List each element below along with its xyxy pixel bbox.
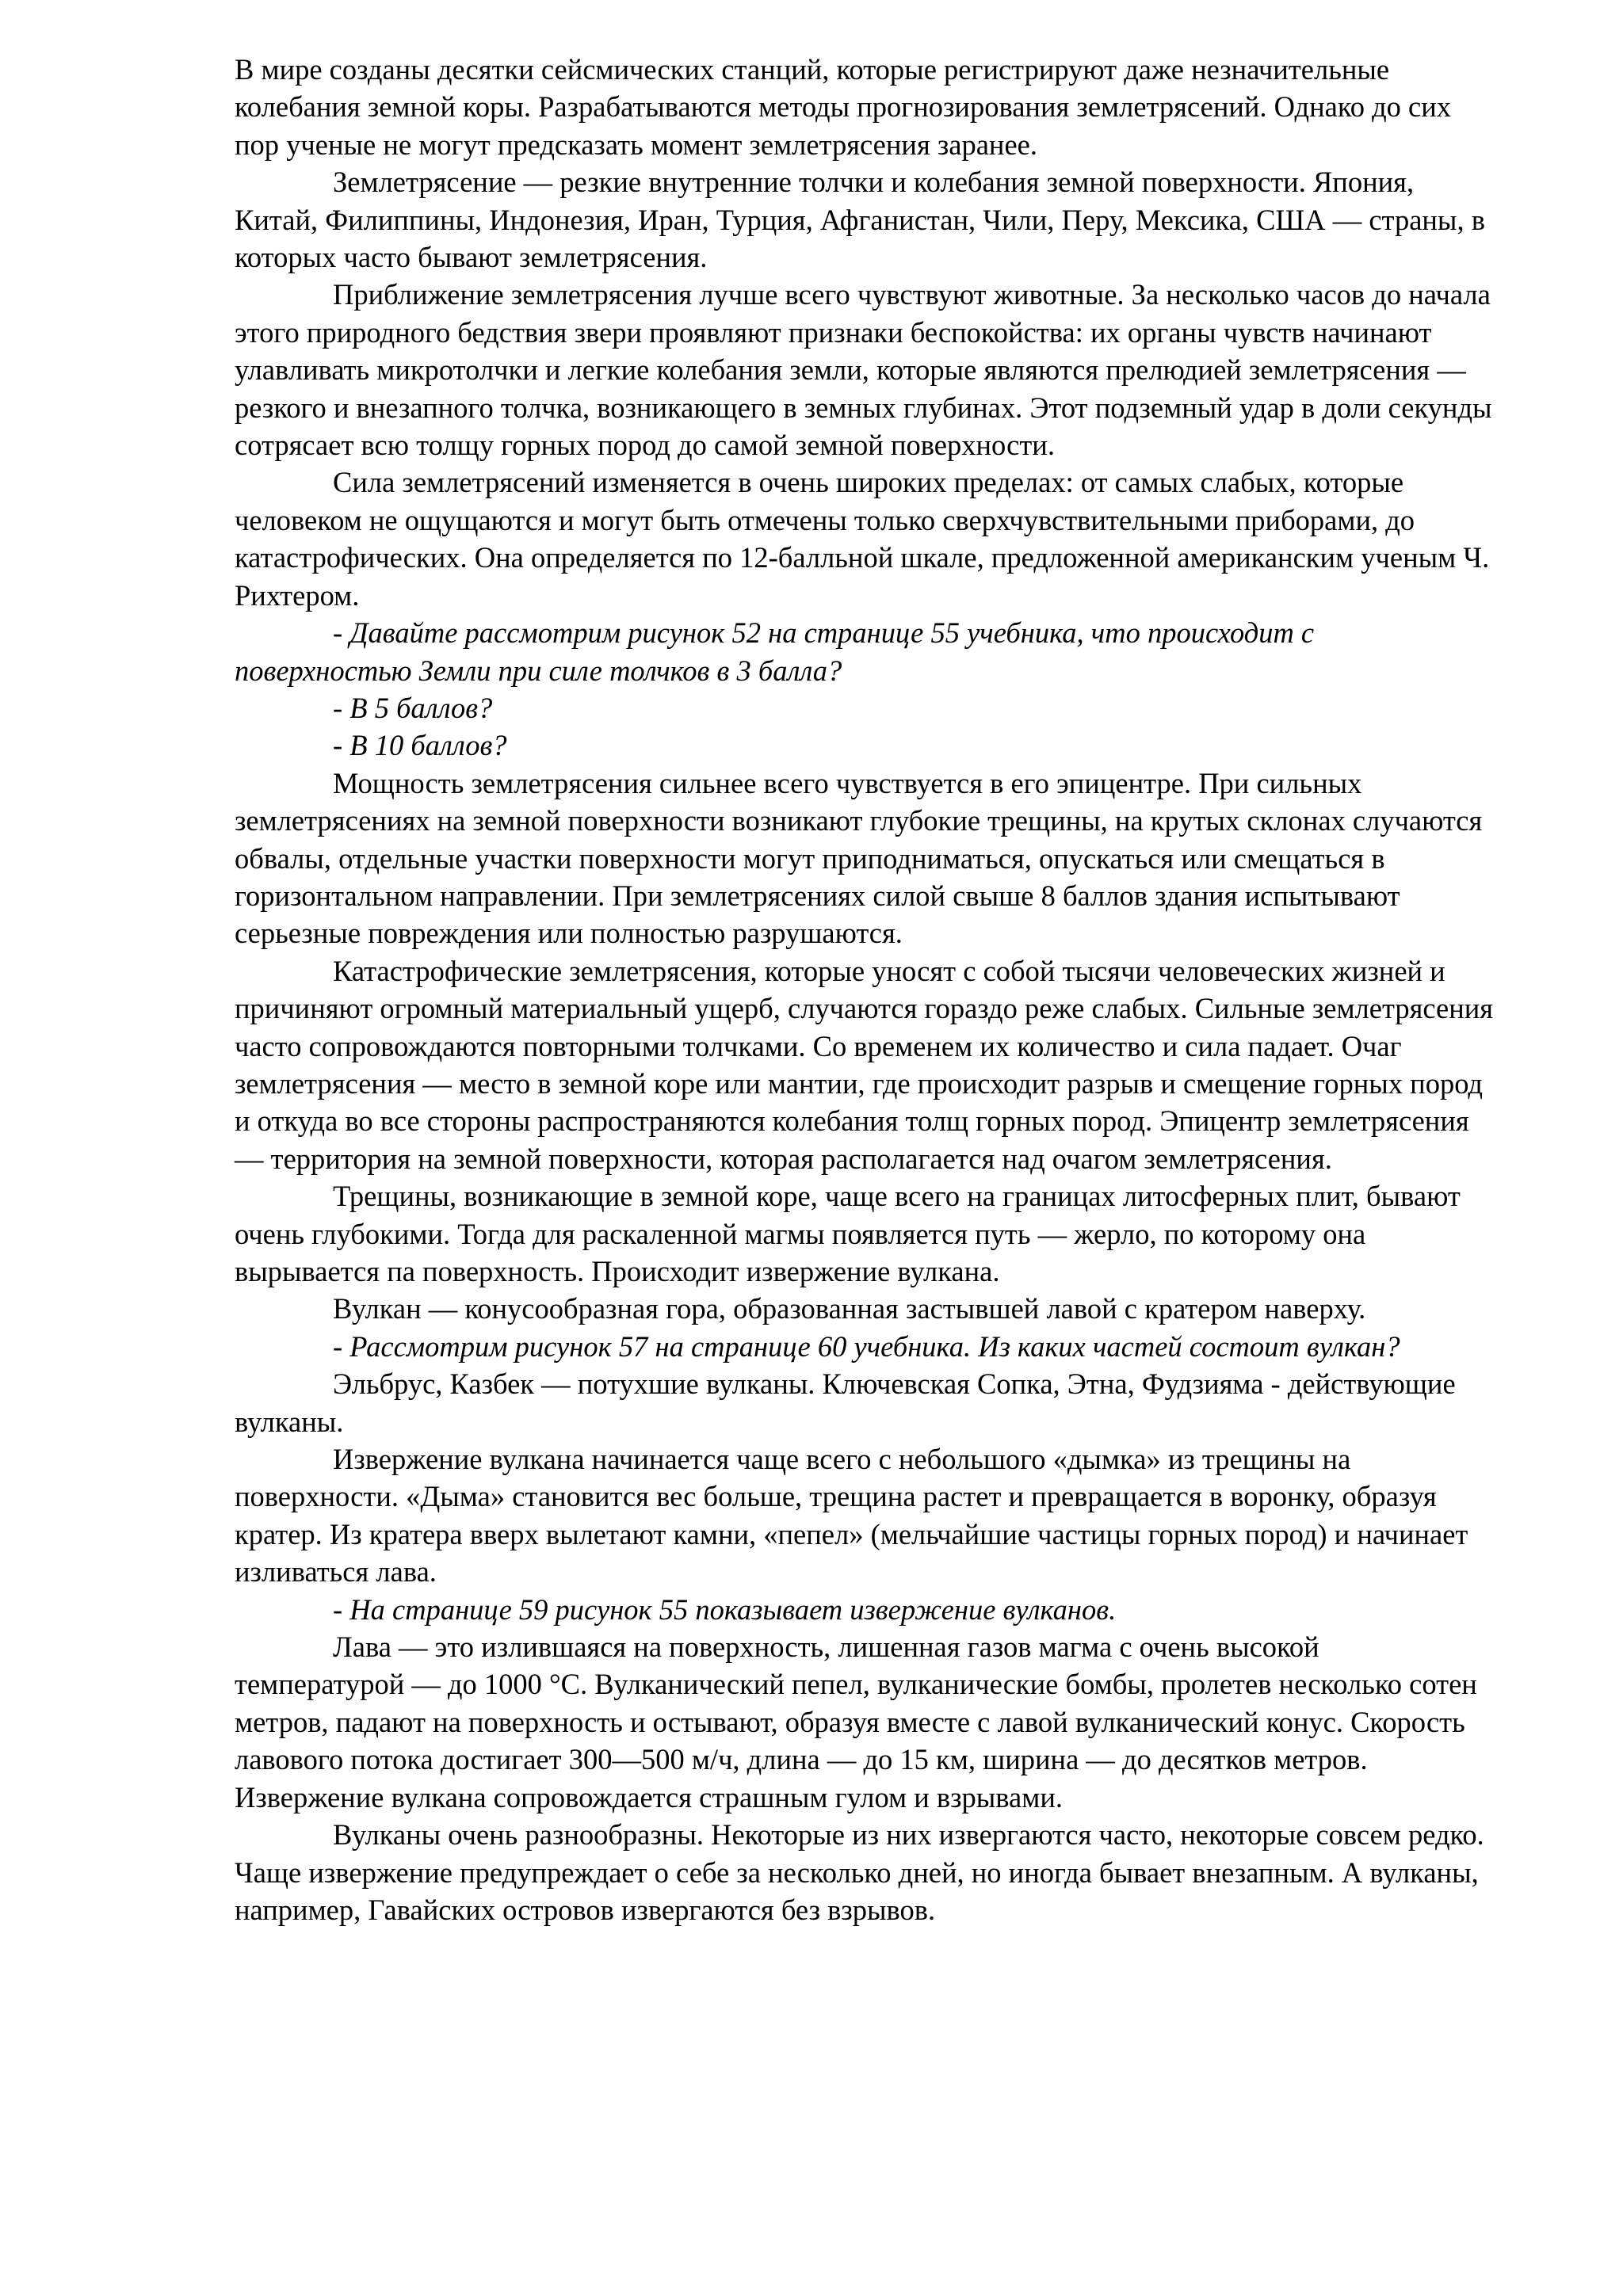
paragraph-eruption-start: Извержение вулкана начинается чаще всего с небольшого «дымка» из трещины на поверхности. «Дыма» становится вес больше, трещина растет и превращается в воронку, образуя кратер. Из кратера вверх вылетают камни, «пепел» (мельчайшие частицы горных пород) и начинает изливаться лава. [235, 1443, 1468, 1589]
paragraph-volcano-examples: Эльбрус, Казбек — потухшие вулканы. Ключевская Сопка, Этна, Фудзияма - действующие вулканы. [235, 1367, 1456, 1438]
document-page [235, 51, 1495, 1928]
question-figure-57: - Рассмотрим рисунок 57 на странице 60 учебника. Из каких частей состоит вулкан? [333, 1329, 1400, 1363]
paragraph-earthquake-definition: Землетрясение — резкие внутренние толчки и колебания земной поверхности. Япония, Китай, Филиппины, Индонезия, Иран, Турция, Афганистан, Чили, Перу, Мексика, США — страны, в которых часто бывают землетрясения. [235, 166, 1485, 274]
paragraph-animals: Приближение землетрясения лучше всего чувствуют животные. За несколько часов до начала этого природного бедствия звери проявляют признаки беспокойства: их органы чувств начинают улавливать микротолчки и легкие колебания земли, которые являются прелюдией землетрясения — резкого и внезапного толчка, возникающего в земных глубинах. Этот подземный удар в доли секунды сотрясает всю толщу горных пород до самой земной поверхности. [235, 278, 1492, 462]
question-figure-55: - На странице 59 рисунок 55 показывает извержение вулканов. [333, 1592, 1117, 1626]
paragraph-catastrophic: Катастрофические землетрясения, которые уносят с собой тысячи человеческих жизней и причиняют огромный материальный ущерб, случаются гораздо реже слабых. Сильные землетрясения часто сопровождаются повторными толчками. Со временем их количество и сила падает. Очаг землетрясения — место в земной коре или мантии, где происходит разрыв и смещение горных пород и откуда во все стороны распространяются колебания толщ горных пород. Эпицентр землетрясения — территория на земной поверхности, которая располагается над очагом землетрясения. [235, 954, 1494, 1175]
paragraph-epicenter-power: Мощность землетрясения сильнее всего чувствуется в его эпицентре. При сильных землетрясениях на земной поверхности возникают глубокие трещины, на крутых склонах случаются обвалы, отдельные участки поверхности могут приподниматься, опускаться или смещаться в горизонтальном направлении. При землетрясениях силой свыше 8 баллов здания испытывают серьезные повреждения или полностью разрушаются. [235, 766, 1483, 950]
paragraph-volcano-diversity: Вулканы очень разнообразны. Некоторые из них извергаются часто, некоторые совсем редко. Чаще извержение предупреждает о себе за несколько дней, но иногда бывает внезапным. А вулканы, например, Гавайских островов извергаются без взрывов. [235, 1818, 1484, 1926]
question-10-points: - В 10 баллов? [333, 729, 507, 762]
question-5-points: - В 5 баллов? [333, 691, 493, 724]
paragraph-cracks-magma: Трещины, возникающие в земной коре, чаще всего на границах литосферных плит, бывают очень глубокими. Тогда для раскаленной магмы появляется путь — жерло, по которому она вырывается па поверхность. Происходит извержение вулкана. [235, 1180, 1461, 1287]
paragraph-intro: В мире созданы десятки сейсмических станций, которые регистрируют даже незначительные колебания земной коры. Разрабатываются методы прогнозирования землетрясений. Однако до сих пор ученые не могут предсказать момент землетрясения заранее. [235, 53, 1452, 161]
paragraph-strength-scale: Сила землетрясений изменяется в очень широких пределах: от самых слабых, которые человеком не ощущаются и могут быть отмечены только сверхчувствительными приборами, до катастрофических. Она определяется по 12-балльной шкале, предложенной американским ученым Ч. Рихтером. [235, 466, 1490, 612]
paragraph-volcano-definition: Вулкан — конусообразная гора, образованная застывшей лавой с кратером наверху. [333, 1292, 1366, 1325]
question-figure-52: - Давайте рассмотрим рисунок 52 на странице 55 учебника, что происходит с поверхностью Земли при силе толчков в 3 балла? [235, 616, 1315, 687]
paragraph-lava: Лава — это излившаяся на поверхность, лишенная газов магма с очень высокой температурой — до 1000 °С. Вулканический пепел, вулканические бомбы, пролетев несколько сотен метров, падают на поверхность и остывают, образуя вместе с лавой вулканический конус. Скорость лавового потока достигает 300—500 м/ч, длина — до 15 км, ширина — до десятков метров. Извержение вулкана сопровождается страшным гулом и взрывами. [235, 1630, 1477, 1814]
